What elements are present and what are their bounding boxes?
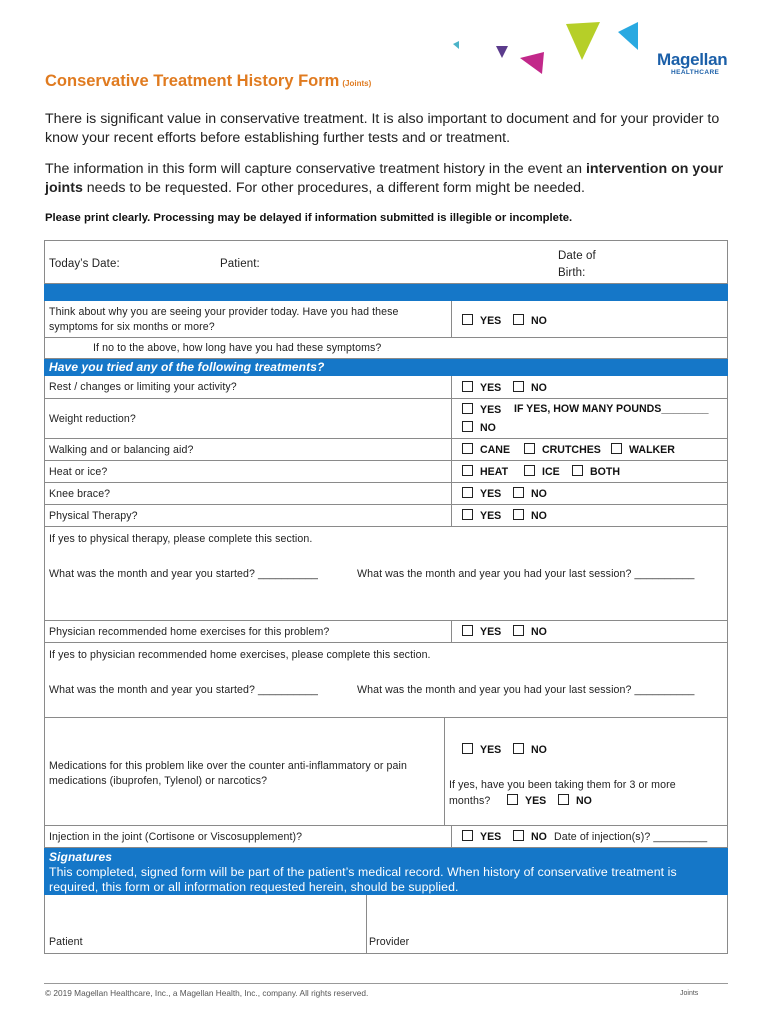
footer-tag: Joints xyxy=(680,990,699,997)
checkbox-icon[interactable] xyxy=(513,625,524,636)
meds-no[interactable] xyxy=(513,743,547,756)
checkbox-icon[interactable] xyxy=(513,314,524,325)
heat-label: Heat or ice? xyxy=(49,466,108,478)
both-option-label: BOTH xyxy=(590,466,621,478)
pt-no[interactable] xyxy=(513,509,547,522)
pt-last-session: What was the month and year you had your last session? __________ xyxy=(357,568,695,580)
checkbox-icon[interactable] xyxy=(611,443,622,454)
knee-no[interactable] xyxy=(513,487,547,500)
brand-name: Magellan xyxy=(657,50,728,69)
meds-long-yes-label: YES xyxy=(525,795,547,807)
both-option[interactable] xyxy=(572,465,620,478)
dob-line2: Birth: xyxy=(558,267,586,279)
walking-walker[interactable] xyxy=(611,443,675,456)
checkbox-icon[interactable] xyxy=(462,625,473,636)
column-divider xyxy=(451,621,452,642)
patient-info-row xyxy=(44,240,728,284)
heat-option-label: HEAT xyxy=(480,466,509,478)
column-divider xyxy=(451,505,452,526)
treatments-heading: Have you tried any of the following treatments? xyxy=(49,360,325,374)
cane-label: CANE xyxy=(480,444,511,456)
checkbox-icon[interactable] xyxy=(513,743,524,754)
checkbox-icon[interactable] xyxy=(462,381,473,392)
ice-option[interactable] xyxy=(524,465,560,478)
meds-followup-months: months? xyxy=(449,795,491,807)
brand-sub: HEALTHCARE xyxy=(671,69,720,76)
intro2-a: The information in this form will capture conservative treatment history in the event an xyxy=(45,161,586,177)
injection-no-label: NO xyxy=(531,831,547,843)
knee-no-label: NO xyxy=(531,488,547,500)
signatures-text-1: This completed, signed form will be part of the patient’s medical record. When history of conservative treatment is xyxy=(49,865,677,879)
checkbox-icon[interactable] xyxy=(462,403,473,414)
pt-yes[interactable] xyxy=(462,509,501,522)
home-section-row xyxy=(44,643,728,718)
magellan-logo-icon xyxy=(448,18,648,78)
checkbox-icon[interactable] xyxy=(462,743,473,754)
home-started: What was the month and year you started? __________ xyxy=(49,684,318,696)
checkbox-icon[interactable] xyxy=(524,443,535,454)
dob-line1: Date of xyxy=(558,250,596,262)
title-text: Conservative Treatment History Form xyxy=(45,72,340,90)
knee-yes-label: YES xyxy=(480,488,502,500)
walking-crutches[interactable] xyxy=(524,443,601,456)
ice-option-label: ICE xyxy=(542,466,560,478)
patient-signature-label: Patient xyxy=(49,936,83,948)
injection-row xyxy=(44,826,728,848)
weight-no-label: NO xyxy=(480,422,496,434)
checkbox-icon[interactable] xyxy=(462,443,473,454)
knee-yes[interactable] xyxy=(462,487,501,500)
weight-label: Weight reduction? xyxy=(49,413,136,425)
home-no[interactable] xyxy=(513,625,547,638)
pt-no-label: NO xyxy=(531,510,547,522)
checkbox-icon[interactable] xyxy=(462,487,473,498)
medications-row xyxy=(44,718,728,826)
home-no-label: NO xyxy=(531,626,547,638)
injection-label: Injection in the joint (Cortisone or Viscosupplement)? xyxy=(49,831,303,843)
signatures-text xyxy=(49,865,677,894)
home-yes[interactable] xyxy=(462,625,501,638)
intro-paragraph-1: There is significant value in conservative treatment. It is also important to document and for your provider to know your recent efforts before establishing further tests and or treatment. xyxy=(45,111,720,146)
print-notice: Please print clearly. Processing may be delayed if information submitted is illegible or incomplete. xyxy=(45,212,573,224)
column-divider xyxy=(451,439,452,460)
signatures-heading: Signatures xyxy=(49,850,113,864)
copyright: © 2019 Magellan Healthcare, Inc., a Magellan Health, Inc., company. All rights reserved. xyxy=(45,988,369,998)
pt-section-row xyxy=(44,527,728,621)
rest-no-label: NO xyxy=(531,382,547,394)
checkbox-icon[interactable] xyxy=(513,830,524,841)
rest-yes-label: YES xyxy=(480,382,502,394)
column-divider xyxy=(444,718,445,825)
home-last-session: What was the month and year you had your last session? __________ xyxy=(357,684,695,696)
walking-cane[interactable] xyxy=(462,443,510,456)
meds-followup: If yes, have you been taking them for 3 or more xyxy=(449,779,676,791)
weight-no[interactable] xyxy=(462,421,496,434)
injection-date: Date of injection(s)? _________ xyxy=(554,831,708,843)
column-divider xyxy=(451,399,452,438)
form-table xyxy=(44,240,728,954)
pt-started: What was the month and year you started? __________ xyxy=(49,568,318,580)
column-divider xyxy=(451,461,452,482)
meds-yes[interactable] xyxy=(462,743,501,756)
intro2-b: intervention on your joints xyxy=(45,161,724,196)
home-section-intro: If yes to physician recommended home exercises, please complete this section. xyxy=(49,649,431,661)
signatures-text-2: required, this form or all information requested herein, should be supplied. xyxy=(49,879,459,894)
title-tag: (Joints) xyxy=(342,79,372,88)
walking-row xyxy=(44,439,728,461)
dob-label xyxy=(558,248,596,282)
home-exercise-label: Physician recommended home exercises for this problem? xyxy=(49,626,330,638)
weight-row xyxy=(44,399,728,439)
checkbox-icon[interactable] xyxy=(462,830,473,841)
heat-row xyxy=(44,461,728,483)
pt-row xyxy=(44,505,728,527)
weight-yes-label: YES xyxy=(480,404,502,416)
six-months-question xyxy=(49,305,399,335)
six-months-q1: Think about why you are seeing your provider today. Have you had these xyxy=(49,306,399,318)
blue-divider xyxy=(44,284,728,301)
signature-row xyxy=(44,895,728,954)
meds-long-no[interactable] xyxy=(558,794,592,807)
checkbox-icon[interactable] xyxy=(507,794,518,805)
checkbox-icon[interactable] xyxy=(462,421,473,432)
injection-yes-label: YES xyxy=(480,831,502,843)
medications-label xyxy=(49,759,407,789)
patient-label: Patient: xyxy=(220,258,260,270)
walker-label: WALKER xyxy=(629,444,675,456)
page-title xyxy=(45,72,371,91)
checkbox-icon[interactable] xyxy=(513,487,524,498)
pt-yes-label: YES xyxy=(480,510,502,522)
knee-label: Knee brace? xyxy=(49,488,111,500)
column-divider xyxy=(451,376,452,398)
signatures-bar xyxy=(44,848,728,895)
pt-label: Physical Therapy? xyxy=(49,510,138,522)
heat-option[interactable] xyxy=(462,465,508,478)
column-divider xyxy=(451,826,452,847)
six-months-no[interactable] xyxy=(513,314,547,327)
intro2-c: needs to be requested. For other procedures, a different form might be needed. xyxy=(82,180,585,196)
checkbox-icon[interactable] xyxy=(513,381,524,392)
checkbox-icon[interactable] xyxy=(462,314,473,325)
column-divider xyxy=(451,483,452,504)
meds-long-yes[interactable] xyxy=(507,794,546,807)
pt-section-intro: If yes to physical therapy, please complete this section. xyxy=(49,533,313,545)
home-yes-label: YES xyxy=(480,626,502,638)
checkbox-icon[interactable] xyxy=(524,465,535,476)
rest-label: Rest / changes or limiting your activity? xyxy=(49,381,237,393)
rest-yes[interactable] xyxy=(462,381,501,394)
meds-no-label: NO xyxy=(531,744,547,756)
six-months-yes[interactable] xyxy=(462,314,501,327)
crutches-label: CRUTCHES xyxy=(542,444,601,456)
medications-line1: Medications for this problem like over the counter anti-inflammatory or pain xyxy=(49,760,407,772)
rest-row xyxy=(44,376,728,399)
provider-signature-label: Provider xyxy=(369,936,410,948)
column-divider xyxy=(366,895,367,953)
walking-label: Walking and or balancing aid? xyxy=(49,444,194,456)
six-months-no-label: NO xyxy=(531,315,547,327)
weight-pounds-label: IF YES, HOW MANY POUNDS________ xyxy=(514,403,709,415)
intro-paragraph-2 xyxy=(45,160,735,198)
six-months-q2: symptoms for six months or more? xyxy=(49,321,215,333)
six-months-yes-label: YES xyxy=(480,315,502,327)
meds-yes-label: YES xyxy=(480,744,502,756)
medications-line2: medications (ibuprofen, Tylenol) or narcotics? xyxy=(49,775,268,787)
duration-question: If no to the above, how long have you had these symptoms? xyxy=(93,342,382,354)
treatments-heading-bar xyxy=(44,359,728,376)
home-exercise-row xyxy=(44,621,728,643)
todays-date-label: Today’s Date: xyxy=(49,258,120,270)
six-months-row xyxy=(44,301,728,338)
injection-yes[interactable] xyxy=(462,830,501,843)
checkbox-icon[interactable] xyxy=(462,509,473,520)
checkbox-icon[interactable] xyxy=(513,509,524,520)
duration-row xyxy=(44,338,728,359)
column-divider xyxy=(451,301,452,337)
checkbox-icon[interactable] xyxy=(558,794,569,805)
checkbox-icon[interactable] xyxy=(462,465,473,476)
injection-no[interactable] xyxy=(513,830,547,843)
weight-yes[interactable] xyxy=(462,403,501,416)
rest-no[interactable] xyxy=(513,381,547,394)
knee-row xyxy=(44,483,728,505)
checkbox-icon[interactable] xyxy=(572,465,583,476)
footer-divider xyxy=(44,983,728,984)
meds-long-no-label: NO xyxy=(576,795,592,807)
